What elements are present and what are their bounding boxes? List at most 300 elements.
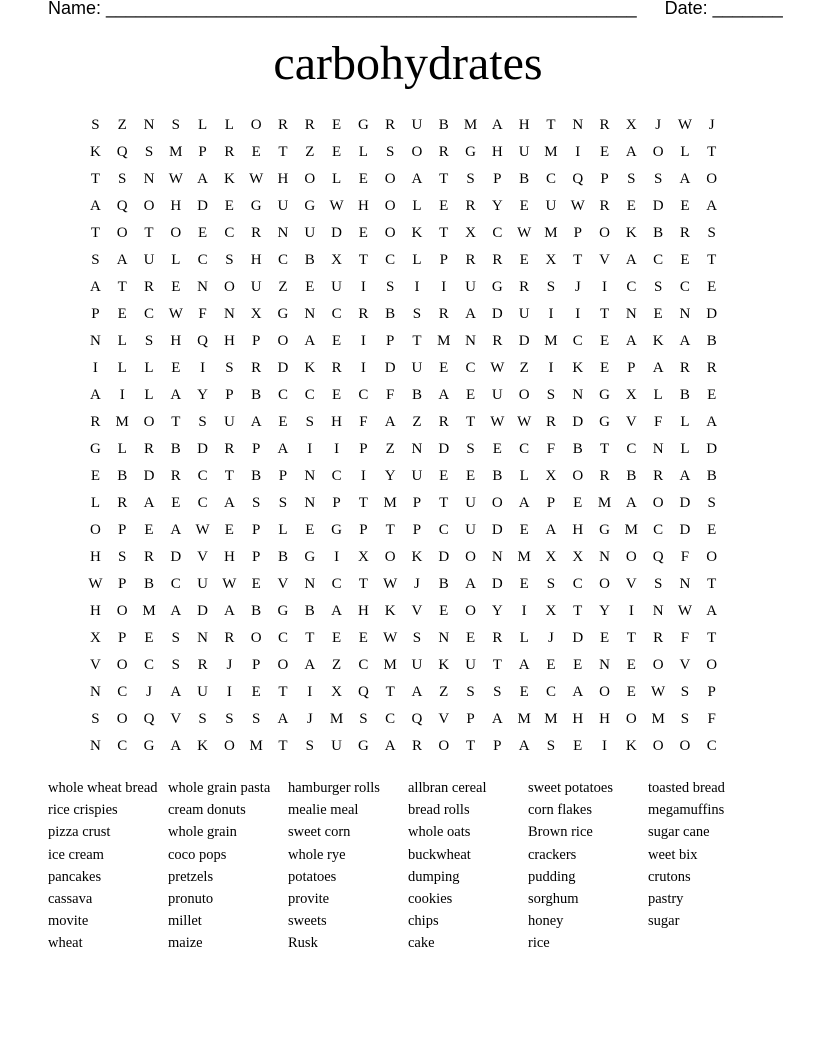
grid-letter: O bbox=[384, 225, 396, 241]
grid-letter: A bbox=[384, 414, 396, 430]
grid-letter: E bbox=[358, 225, 368, 241]
grid-letter: R bbox=[143, 549, 154, 565]
word-list-item: movite bbox=[48, 913, 89, 930]
grid-letter: N bbox=[652, 441, 664, 457]
grid-letter: X bbox=[250, 306, 262, 322]
grid-letter: H bbox=[599, 711, 610, 727]
grid-letter: E bbox=[358, 171, 368, 187]
grid-letter: R bbox=[545, 414, 556, 430]
grid-letter: P bbox=[252, 657, 261, 673]
grid-letter: I bbox=[307, 684, 313, 700]
grid-letter: R bbox=[519, 279, 530, 295]
grid-letter: U bbox=[304, 225, 316, 241]
grid-letter: P bbox=[546, 495, 556, 511]
grid-letter: A bbox=[679, 468, 691, 484]
grid-letter: M bbox=[544, 711, 558, 727]
grid-letter: S bbox=[466, 441, 475, 457]
grid-letter: G bbox=[331, 522, 342, 538]
grid-letter: B bbox=[438, 576, 449, 592]
grid-letter: E bbox=[251, 684, 261, 700]
grid-letter: Z bbox=[385, 441, 395, 457]
word-list-item: dumping bbox=[408, 868, 460, 885]
grid-letter: W bbox=[249, 171, 264, 187]
grid-letter: D bbox=[438, 441, 450, 457]
grid-letter: Z bbox=[519, 360, 529, 376]
grid-letter: Y bbox=[491, 603, 503, 619]
grid-letter: Z bbox=[278, 279, 288, 295]
grid-letter: D bbox=[706, 306, 718, 322]
grid-letter: A bbox=[331, 603, 342, 619]
grid-letter: O bbox=[116, 711, 128, 727]
grid-letter: U bbox=[518, 144, 530, 160]
grid-letter: A bbox=[304, 657, 316, 673]
grid-letter: R bbox=[331, 360, 342, 376]
grid-letter: T bbox=[439, 171, 449, 187]
grid-letter: E bbox=[358, 630, 368, 646]
grid-letter: X bbox=[357, 549, 369, 565]
grid-letter: P bbox=[600, 171, 609, 187]
grid-letter: P bbox=[118, 522, 127, 538]
grid-letter: O bbox=[223, 738, 235, 754]
grid-letter: C bbox=[197, 468, 208, 484]
grid-letter: A bbox=[465, 576, 476, 592]
grid-letter: H bbox=[331, 414, 342, 430]
word-list-item: honey bbox=[528, 913, 564, 930]
grid-letter: T bbox=[358, 252, 368, 268]
grid-letter: T bbox=[358, 495, 368, 511]
grid-letter: R bbox=[90, 414, 101, 430]
grid-letter: G bbox=[491, 279, 503, 295]
grid-letter: X bbox=[89, 630, 101, 646]
grid-letter: Z bbox=[117, 117, 127, 133]
grid-letter: M bbox=[383, 495, 397, 511]
grid-letter: H bbox=[357, 198, 369, 214]
grid-letter: O bbox=[679, 738, 691, 754]
grid-letter: D bbox=[331, 225, 342, 241]
grid-letter: U bbox=[411, 657, 423, 673]
grid-letter: I bbox=[360, 333, 366, 349]
grid-letter: A bbox=[197, 171, 208, 187]
grid-letter: O bbox=[304, 171, 316, 187]
grid-letter: A bbox=[411, 684, 423, 700]
grid-letter: F bbox=[707, 711, 716, 727]
grid-letter: R bbox=[438, 144, 449, 160]
grid-letter: O bbox=[518, 387, 530, 403]
grid-letter: P bbox=[252, 549, 261, 565]
grid-letter: W bbox=[517, 225, 532, 241]
grid-letter: J bbox=[655, 117, 662, 133]
grid-letter: C bbox=[653, 522, 664, 538]
grid-row bbox=[82, 410, 725, 437]
grid-letter: D bbox=[197, 603, 208, 619]
grid-letter: E bbox=[519, 198, 529, 214]
word-column bbox=[168, 778, 288, 956]
grid-letter: C bbox=[492, 225, 503, 241]
grid-letter: E bbox=[465, 630, 476, 646]
grid-letter: L bbox=[680, 441, 690, 457]
word-list-item: sweets bbox=[288, 913, 327, 930]
grid-letter: H bbox=[572, 711, 584, 727]
grid-letter: R bbox=[599, 117, 610, 133]
grid-letter: I bbox=[602, 738, 608, 754]
word-list-item: whole oats bbox=[408, 824, 471, 841]
grid-letter: C bbox=[170, 576, 181, 592]
grid-letter: E bbox=[519, 522, 529, 538]
grid-letter: B bbox=[653, 225, 664, 241]
grid-letter: G bbox=[143, 738, 155, 754]
grid-letter: M bbox=[169, 144, 183, 160]
grid-letter: E bbox=[573, 495, 583, 511]
grid-letter: N bbox=[679, 576, 691, 592]
grid-letter: C bbox=[358, 387, 369, 403]
grid-letter: R bbox=[251, 360, 262, 376]
grid-letter: O bbox=[89, 522, 101, 538]
grid-letter: R bbox=[224, 441, 235, 457]
grid-letter: D bbox=[652, 198, 664, 214]
word-column bbox=[48, 778, 168, 956]
grid-letter: E bbox=[331, 144, 342, 160]
grid-letter: S bbox=[653, 171, 663, 187]
grid-letter: C bbox=[385, 252, 396, 268]
grid-letter: J bbox=[414, 576, 420, 592]
grid-letter: N bbox=[599, 549, 610, 565]
grid-row bbox=[82, 680, 725, 707]
word-list-item: mealie meal bbox=[288, 802, 359, 819]
header bbox=[48, 0, 783, 19]
grid-letter: O bbox=[170, 225, 182, 241]
word-list-item: whole grain bbox=[168, 824, 237, 841]
grid-letter: B bbox=[492, 468, 503, 484]
grid-letter: O bbox=[411, 144, 423, 160]
grid-letter: P bbox=[627, 360, 636, 376]
grid-letter: N bbox=[304, 576, 316, 592]
grid-letter: R bbox=[438, 414, 449, 430]
grid-row bbox=[82, 437, 725, 464]
grid-row bbox=[82, 734, 725, 761]
word-list-item: whole grain pasta bbox=[168, 780, 271, 796]
grid-letter: E bbox=[465, 387, 476, 403]
grid-letter: E bbox=[680, 198, 690, 214]
grid-letter: R bbox=[170, 468, 181, 484]
grid-letter: C bbox=[385, 711, 396, 727]
grid-letter: W bbox=[570, 198, 585, 214]
grid-letter: S bbox=[225, 360, 234, 376]
grid-letter: E bbox=[251, 144, 261, 160]
grid-letter: E bbox=[439, 360, 449, 376]
grid-letter: B bbox=[251, 603, 262, 619]
grid-letter: O bbox=[277, 333, 289, 349]
grid-letter: C bbox=[224, 225, 235, 241]
word-list-item: potatoes bbox=[288, 868, 337, 885]
grid-letter: E bbox=[331, 630, 342, 646]
grid-letter: K bbox=[438, 657, 450, 673]
grid-letter: R bbox=[224, 144, 235, 160]
grid-letter: A bbox=[491, 117, 503, 133]
grid-letter: F bbox=[680, 549, 690, 565]
grid-letter: L bbox=[412, 198, 422, 214]
grid-letter: P bbox=[359, 441, 368, 457]
grid-letter: D bbox=[491, 522, 503, 538]
grid-letter: A bbox=[170, 684, 182, 700]
grid-letter: D bbox=[679, 495, 691, 511]
grid-letter: E bbox=[278, 414, 288, 430]
grid-letter: U bbox=[331, 279, 342, 295]
grid-letter: N bbox=[89, 684, 101, 700]
grid-letter: S bbox=[198, 414, 207, 430]
grid-letter: C bbox=[626, 279, 637, 295]
grid-letter: B bbox=[117, 468, 128, 484]
grid-letter: L bbox=[519, 468, 529, 484]
grid-letter: A bbox=[679, 333, 691, 349]
grid-letter: B bbox=[304, 603, 315, 619]
grid-letter: O bbox=[438, 738, 450, 754]
grid-letter: V bbox=[277, 576, 289, 592]
grid-letter: C bbox=[679, 279, 690, 295]
grid-letter: S bbox=[493, 684, 502, 700]
grid-letter: A bbox=[277, 711, 289, 727]
grid-letter: T bbox=[626, 630, 636, 646]
grid-letter: P bbox=[412, 495, 422, 511]
grid-letter: S bbox=[144, 144, 154, 160]
grid-letter: R bbox=[358, 306, 369, 322]
grid-letter: V bbox=[89, 657, 101, 673]
grid-letter: H bbox=[170, 198, 182, 214]
grid-letter: E bbox=[439, 603, 449, 619]
grid-letter: B bbox=[251, 387, 262, 403]
grid-letter: E bbox=[224, 522, 234, 538]
grid-letter: B bbox=[385, 306, 396, 322]
word-list-item: pudding bbox=[528, 868, 576, 885]
grid-letter: H bbox=[250, 252, 262, 268]
grid-letter: D bbox=[277, 360, 289, 376]
grid-letter: U bbox=[250, 279, 262, 295]
grid-letter: P bbox=[225, 387, 234, 403]
grid-letter: O bbox=[572, 468, 584, 484]
grid-letter: D bbox=[491, 576, 503, 592]
grid-letter: R bbox=[599, 198, 610, 214]
grid-letter: M bbox=[249, 738, 263, 754]
grid-letter: S bbox=[278, 495, 288, 511]
grid-letter: A bbox=[170, 387, 182, 403]
grid-row bbox=[82, 194, 725, 221]
grid-letter: O bbox=[706, 171, 718, 187]
grid-letter: A bbox=[625, 495, 637, 511]
grid-letter: R bbox=[706, 360, 717, 376]
word-list-item: crutons bbox=[648, 868, 691, 885]
grid-letter: O bbox=[652, 144, 664, 160]
grid-letter: M bbox=[624, 522, 638, 538]
word-list-item: rice bbox=[528, 935, 550, 952]
grid-letter: P bbox=[493, 738, 502, 754]
grid-letter: Q bbox=[652, 549, 664, 565]
grid-letter: P bbox=[332, 495, 341, 511]
grid-letter: O bbox=[599, 576, 610, 592]
grid-letter: L bbox=[117, 333, 127, 349]
grid-letter: L bbox=[117, 360, 127, 376]
grid-letter: O bbox=[116, 603, 128, 619]
grid-letter: A bbox=[143, 495, 155, 511]
grid-row bbox=[82, 356, 725, 383]
grid-letter: O bbox=[652, 495, 664, 511]
grid-letter: G bbox=[357, 738, 369, 754]
grid-letter: L bbox=[653, 387, 663, 403]
grid-letter: R bbox=[653, 468, 664, 484]
grid-letter: Q bbox=[572, 171, 584, 187]
grid-letter: A bbox=[491, 711, 503, 727]
grid-letter: E bbox=[144, 522, 154, 538]
grid-letter: S bbox=[385, 144, 395, 160]
grid-letter: F bbox=[680, 630, 690, 646]
grid-letter: S bbox=[305, 738, 314, 754]
grid-letter: U bbox=[143, 252, 155, 268]
grid-letter: S bbox=[91, 252, 100, 268]
grid-letter: C bbox=[653, 252, 664, 268]
grid-letter: N bbox=[625, 306, 637, 322]
grid-letter: I bbox=[575, 306, 581, 322]
grid-letter: W bbox=[168, 306, 183, 322]
grid-letter: E bbox=[198, 225, 208, 241]
grid-letter: R bbox=[679, 225, 690, 241]
grid-letter: U bbox=[411, 117, 423, 133]
grid-letter: W bbox=[490, 360, 505, 376]
grid-letter: A bbox=[625, 144, 637, 160]
grid-letter: A bbox=[170, 603, 182, 619]
grid-letter: L bbox=[519, 630, 529, 646]
grid-letter: T bbox=[90, 171, 100, 187]
grid-letter: S bbox=[144, 333, 154, 349]
word-list-item: cassava bbox=[48, 890, 93, 907]
grid-letter: B bbox=[170, 441, 181, 457]
word-list-item: pizza crust bbox=[48, 824, 111, 841]
grid-letter: E bbox=[144, 630, 154, 646]
grid-letter: A bbox=[652, 360, 664, 376]
grid-letter: T bbox=[707, 252, 717, 268]
grid-letter: M bbox=[463, 117, 478, 133]
grid-letter: P bbox=[439, 252, 448, 268]
grid-letter: H bbox=[277, 171, 289, 187]
grid-letter: G bbox=[465, 144, 476, 160]
grid-letter: M bbox=[383, 657, 397, 673]
grid-letter: N bbox=[491, 549, 503, 565]
grid-letter: X bbox=[572, 549, 584, 565]
grid-letter: S bbox=[118, 549, 127, 565]
grid-letter: U bbox=[465, 522, 476, 538]
grid-letter: K bbox=[652, 333, 664, 349]
word-list-item: allbran cereal bbox=[408, 780, 487, 796]
grid-letter: R bbox=[492, 333, 503, 349]
grid-row bbox=[82, 329, 725, 356]
grid-letter: O bbox=[384, 198, 396, 214]
grid-letter: C bbox=[277, 387, 288, 403]
grid-letter: C bbox=[331, 468, 342, 484]
grid-letter: J bbox=[708, 117, 715, 133]
word-list-item: megamuffins bbox=[648, 802, 725, 819]
grid-letter: U bbox=[277, 198, 289, 214]
word-list-item: sugar bbox=[648, 913, 680, 930]
grid-letter: O bbox=[599, 225, 610, 241]
grid-letter: N bbox=[679, 306, 691, 322]
grid-letter: S bbox=[198, 711, 207, 727]
word-list-item: whole rye bbox=[288, 846, 346, 863]
grid-letter: F bbox=[198, 306, 207, 322]
word-column bbox=[648, 778, 768, 933]
grid-letter: P bbox=[493, 171, 502, 187]
grid-letter: E bbox=[251, 576, 261, 592]
grid-letter: S bbox=[305, 414, 314, 430]
grid-letter: A bbox=[679, 171, 691, 187]
grid-letter: E bbox=[707, 279, 717, 295]
word-list-item: cake bbox=[408, 935, 435, 952]
grid-letter: T bbox=[117, 279, 127, 295]
grid-letter: S bbox=[680, 684, 690, 700]
grid-letter: I bbox=[119, 387, 125, 403]
grid-letter: A bbox=[411, 171, 423, 187]
grid-letter: N bbox=[197, 630, 208, 646]
grid-letter: P bbox=[707, 684, 716, 700]
grid-letter: O bbox=[491, 495, 503, 511]
grid-letter: J bbox=[306, 711, 313, 727]
word-list-item: provite bbox=[288, 890, 330, 907]
grid-letter: A bbox=[223, 603, 235, 619]
grid-letter: I bbox=[200, 360, 206, 376]
grid-letter: T bbox=[278, 144, 288, 160]
name-field-label: Name: _____________________________________________________ bbox=[48, 0, 637, 18]
grid-letter: B bbox=[519, 171, 530, 187]
grid-letter: A bbox=[465, 306, 476, 322]
grid-row bbox=[82, 599, 725, 626]
grid-letter: W bbox=[383, 630, 398, 646]
word-list-item: sorghum bbox=[528, 890, 579, 907]
grid-letter: C bbox=[438, 522, 449, 538]
grid-letter: U bbox=[197, 684, 208, 700]
grid-letter: E bbox=[519, 576, 529, 592]
grid-letter: N bbox=[465, 333, 476, 349]
word-list-item: millet bbox=[168, 913, 202, 930]
grid-letter: H bbox=[357, 603, 369, 619]
grid-letter: X bbox=[465, 225, 476, 241]
grid-letter: A bbox=[89, 198, 101, 214]
grid-letter: A bbox=[706, 414, 718, 430]
grid-letter: J bbox=[548, 630, 554, 646]
grid-letter: J bbox=[226, 657, 233, 673]
grid-letter: R bbox=[653, 630, 664, 646]
grid-letter: T bbox=[599, 306, 610, 322]
grid-letter: A bbox=[518, 738, 530, 754]
grid-letter: S bbox=[171, 117, 180, 133]
grid-letter: N bbox=[652, 603, 664, 619]
grid-letter: G bbox=[277, 306, 289, 322]
grid-letter: E bbox=[573, 738, 583, 754]
grid-letter: V bbox=[170, 711, 182, 727]
grid-letter: C bbox=[117, 738, 128, 754]
grid-letter: C bbox=[143, 657, 154, 673]
grid-letter: E bbox=[492, 441, 502, 457]
grid-letter: T bbox=[385, 684, 395, 700]
grid-letter: E bbox=[680, 252, 690, 268]
grid-letter: O bbox=[465, 549, 476, 565]
grid-letter: M bbox=[597, 495, 612, 511]
grid-row bbox=[82, 221, 725, 248]
grid-letter: D bbox=[197, 198, 208, 214]
grid-letter: I bbox=[414, 279, 420, 295]
grid-letter: G bbox=[304, 549, 316, 565]
grid-letter: G bbox=[304, 198, 316, 214]
word-list-item: maize bbox=[168, 935, 203, 952]
grid-letter: M bbox=[437, 333, 451, 349]
grid-letter: O bbox=[143, 198, 155, 214]
grid-letter: D bbox=[572, 414, 584, 430]
grid-letter: V bbox=[411, 603, 423, 619]
